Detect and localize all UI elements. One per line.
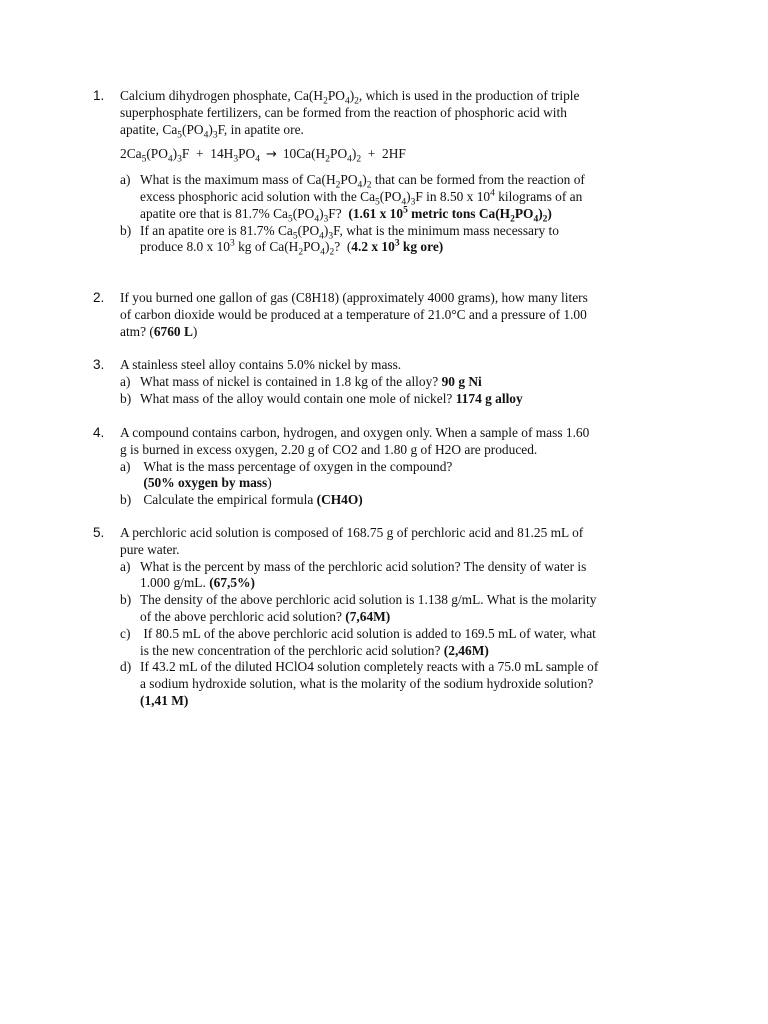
sub-question-d — [120, 659, 683, 709]
equation-reactants: $2Ca_5(PO_4)_3F + 14H_3PO_4$ — [120, 146, 260, 166]
question-2 — [93, 290, 683, 340]
sub-question-b — [120, 492, 683, 509]
question-number: 2. — [93, 290, 105, 305]
question-number: 4. — [93, 425, 105, 440]
question-1 — [93, 88, 683, 259]
question-number: 5. — [93, 525, 105, 540]
sub-question-label: b) — [120, 222, 132, 238]
sub-question-b — [120, 223, 683, 257]
sub-question-text: What is the percent by mass of the perchloric acid solution? The density of water is 1.000 g/mL. (67,5%) — [140, 558, 587, 591]
sub-question-b — [120, 592, 683, 626]
question-3 — [93, 357, 683, 407]
sub-question-label: b) — [120, 492, 132, 508]
question-text: If you burned one gallon of gas (C8H18) (approximately 4000 grams), how many liters of carbon dioxide would be produced at a temperature of 21.0°C and a pressure of 1.00 atm? (6760 L) — [120, 290, 588, 339]
sub-question-c — [120, 626, 683, 660]
sub-question-label: a) — [120, 172, 131, 188]
question-text: A perchloric acid solution is composed of 168.75 g of perchloric acid and 81.25 mL of pure water. — [120, 525, 584, 557]
sub-question-text: What is the mass percentage of oxygen in the compound? (50% oxygen by mass) — [140, 458, 453, 491]
sub-question-text: What mass of the alloy would contain one mole of nickel? 1174 g alloy — [140, 390, 523, 406]
question-5 — [93, 525, 683, 710]
sub-question-text: If 43.2 mL of the diluted HClO4 solution completely reacts with a 75.0 mL sample of a sodium hydroxide solution, what is the molarity of the sodium hydroxide solution? (1,41 M) — [140, 659, 599, 708]
sub-question-a — [120, 559, 683, 593]
question-text: A compound contains carbon, hydrogen, and oxygen only. When a sample of mass 1.60 g is burned in excess oxygen, 2.20 g of CO2 and 1.80 g of H2O are produced. — [120, 425, 590, 457]
question-number: 1. — [93, 88, 105, 103]
sub-question-text: Calculate the empirical formula (CH4O) — [140, 492, 363, 508]
chemical-equation — [120, 146, 683, 164]
question-text: A stainless steel alloy contains 5.0% nickel by mass. — [120, 357, 402, 372]
sub-question-a — [120, 459, 683, 493]
sub-question-label: a) — [120, 558, 131, 574]
sub-question-label: a) — [120, 373, 131, 389]
sub-question-text: If an apatite ore is 81.7% $Ca_5(PO_4)_3F$, what is the minimum mass necessary to produce 8.0 x $10^3$ kg of $Ca(H_2PO_4)_2$? (4.2 x $10^3$ kg ore) — [140, 222, 559, 259]
equation-products: $10Ca(H_2PO_4)_2 + 2HF$ — [282, 146, 406, 166]
sub-question-b — [120, 391, 683, 408]
sub-question-a — [120, 374, 683, 391]
sub-question-label: c) — [120, 625, 131, 641]
question-number: 3. — [93, 357, 105, 372]
sub-question-text: What is the maximum mass of $Ca(H_2PO_4)_2$ that can be formed from the reaction of excess phosphoric acid solution with the $Ca_5(PO_4)_3F$ in 8.50 x $10^4$ kilograms of an apatite ore that is 81.7% $Ca_5(PO_4)_3F$? (1.61 x $10^5$ metric tons $Ca(H_2PO_4)_2$) — [140, 172, 585, 225]
sub-question-a — [120, 172, 683, 225]
question-4 — [93, 425, 683, 509]
question-text: Calcium dihydrogen phosphate, $Ca(H_2PO_4)_2$, which is used in the production of triple superphosphate fertilizers, can be formed from the reaction of phosphoric acid with apatite, $Ca_5(PO_4)_3F$, in apatite ore. — [120, 88, 580, 141]
sub-question-label: a) — [120, 458, 131, 474]
sub-question-label: b) — [120, 592, 132, 608]
sub-question-text: The density of the above perchloric acid solution is 1.138 g/mL. What is the molarity of the above perchloric acid solution? (7,64M) — [140, 592, 597, 624]
sub-question-label: d) — [120, 659, 132, 675]
sub-question-text: If 80.5 mL of the above perchloric acid solution is added to 169.5 mL of water, what is the new concentration of the perchloric acid solution? (2,46M) — [140, 625, 596, 658]
sub-question-label: b) — [120, 390, 132, 406]
sub-question-text: What mass of nickel is contained in 1.8 kg of the alloy? 90 g Ni — [140, 373, 482, 389]
reaction-arrow-icon: → — [265, 147, 277, 163]
